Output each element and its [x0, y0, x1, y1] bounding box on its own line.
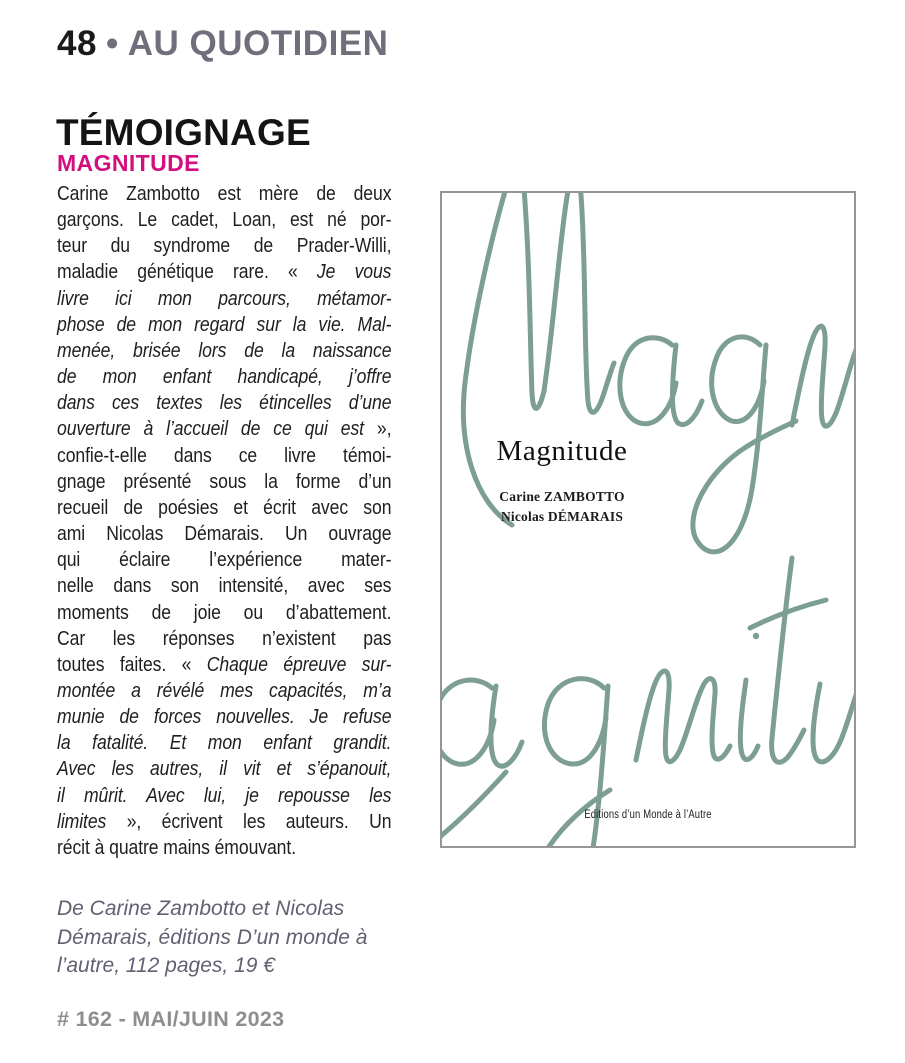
- text-segment: récit à quatre mains émouvant.: [57, 836, 297, 859]
- issue-footer: # 162 - MAI/JUIN 2023: [57, 1007, 285, 1031]
- body-line: [57, 338, 391, 364]
- quote-segment: Chaque épreuve sur-: [206, 653, 392, 676]
- quote-segment: la fatalité. Et mon enfant grandit.: [57, 732, 392, 755]
- script-lettering-bottom-icon: [442, 486, 854, 848]
- text-segment: gnage présenté sous la forme d’un: [57, 470, 392, 493]
- quote-segment: il mûrit. Avec lui, je repousse les: [57, 784, 392, 807]
- body-line: [57, 286, 391, 312]
- body-line: [57, 756, 391, 782]
- body-line: [57, 416, 391, 442]
- quote-segment: Je vous: [316, 261, 392, 284]
- book-title: Magnitude: [496, 435, 628, 467]
- body-line: [57, 652, 391, 678]
- text-segment: qui éclaire l’expérience mater-: [57, 549, 392, 572]
- quote-segment: montée a révélé mes capacités, m’a: [57, 679, 392, 702]
- body-line: [57, 730, 391, 756]
- article-body: [57, 181, 391, 861]
- text-segment: confie-t-elle dans ce livre témoi-: [57, 444, 392, 467]
- body-line: [57, 181, 391, 207]
- quote-segment: livre ici mon parcours, métamor-: [57, 287, 392, 310]
- body-line: [57, 443, 391, 469]
- article-credit: [57, 895, 457, 981]
- body-line: [57, 364, 391, 390]
- text-segment: toutes faites. «: [57, 653, 207, 676]
- header-bullet: •: [105, 24, 119, 63]
- page-number: 48: [57, 24, 97, 63]
- book-publisher: Editions d’un Monde à l’Autre: [584, 809, 712, 821]
- credit-line: De Carine Zambotto et Nicolas: [57, 897, 345, 920]
- body-line: [57, 521, 391, 547]
- quote-segment: munie de forces nouvelles. Je refuse: [57, 706, 392, 729]
- quote-segment: phose de mon regard sur la vie. Mal-: [57, 313, 392, 336]
- body-line: [57, 704, 391, 730]
- text-segment: garçons. Le cadet, Loan, est né por-: [57, 209, 392, 232]
- text-segment: recueil de poésies et écrit avec son: [57, 496, 392, 519]
- text-segment: nelle dans son intensité, avec ses: [57, 575, 392, 598]
- text-segment: Car les réponses n’existent pas: [57, 627, 392, 650]
- text-segment: maladie génétique rare. «: [57, 261, 317, 284]
- book-author: Carine ZAMBOTTO: [499, 489, 625, 504]
- article-kicker: TÉMOIGNAGE: [56, 112, 311, 153]
- quote-segment: ouverture à l’accueil de ce qui est: [57, 418, 377, 441]
- body-line: [57, 809, 391, 835]
- credit-line: Démarais, éditions D’un monde à: [57, 925, 368, 949]
- body-line: [57, 835, 391, 861]
- quote-segment: menée, brisée lors de la naissance: [57, 339, 392, 362]
- body-line: [57, 233, 391, 259]
- quote-segment: Avec les autres, il vit et s’épanouit,: [57, 758, 392, 781]
- body-line: [57, 547, 391, 573]
- section-title: AU QUOTIDIEN: [127, 24, 389, 63]
- body-line: [57, 573, 391, 599]
- body-line: [57, 312, 391, 338]
- page-header: [57, 24, 388, 64]
- text-segment: moments de joie ou d’abattement.: [57, 601, 392, 624]
- text-segment: », écrivent les auteurs. Un: [126, 810, 392, 833]
- body-line: [57, 678, 391, 704]
- credit-line: l’autre, 112 pages, 19 €: [57, 954, 275, 978]
- quote-segment: dans ces textes les étincelles d’une: [57, 392, 392, 415]
- text-segment: teur du syndrome de Prader-Willi,: [57, 235, 392, 258]
- body-line: [57, 207, 391, 233]
- body-line: [57, 390, 391, 416]
- article-title: MAGNITUDE: [57, 150, 200, 176]
- text-segment: »,: [376, 418, 392, 441]
- book-author: Nicolas DÉMARAIS: [500, 508, 624, 524]
- book-authors: [442, 487, 682, 526]
- body-line: [57, 495, 391, 521]
- body-line: [57, 626, 391, 652]
- text-segment: Carine Zambotto est mère de deux: [57, 183, 392, 205]
- body-line: [57, 600, 391, 626]
- quote-segment: de mon enfant handicapé, j’offre: [57, 366, 392, 389]
- body-line: [57, 469, 391, 495]
- body-line: [57, 259, 391, 285]
- quote-segment: limites: [57, 810, 127, 833]
- text-segment: ami Nicolas Démarais. Un ouvrage: [57, 523, 392, 546]
- book-cover: [440, 191, 856, 848]
- body-line: [57, 783, 391, 809]
